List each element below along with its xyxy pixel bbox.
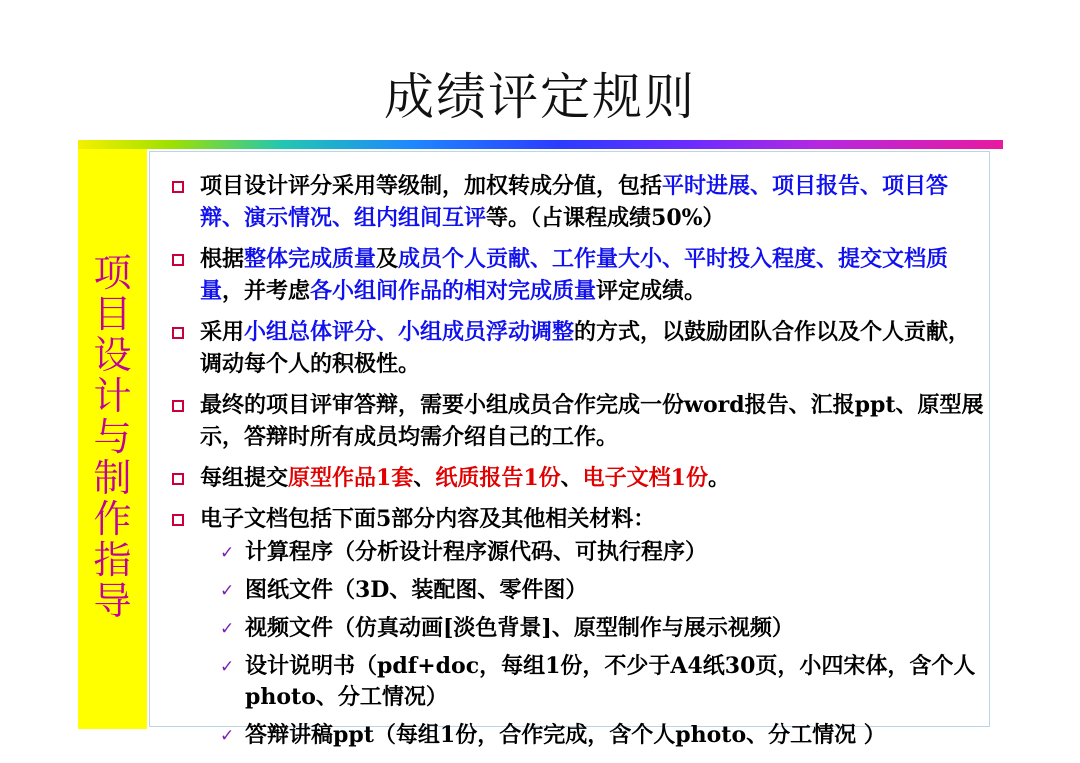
bullet-text: 根据 xyxy=(200,246,245,272)
checkmark-icon: ✓ xyxy=(220,581,235,601)
sub-item-text: 答辩讲稿ppt（每组1份，合作完成，含个人photo、分工情况 ） xyxy=(245,722,886,748)
sub-item-text: 设计说明书（pdf+doc，每组1份，不少于A4纸30页，小四宋体，含个人photo、分工情况） xyxy=(245,653,976,710)
bullet-text: ，并考虑 xyxy=(222,278,311,304)
sub-item-text: 计算程序（分析设计程序源代码、可执行程序） xyxy=(245,539,708,565)
bullet-text: 及 xyxy=(376,246,399,272)
square-bullet-icon xyxy=(172,327,184,339)
sub-item-programs xyxy=(200,537,987,568)
checkmark-icon: ✓ xyxy=(220,619,235,639)
rainbow-divider xyxy=(78,140,1003,149)
bullet-text: 每组提交 xyxy=(200,465,289,491)
bullet-emphasis-blue: 各小组间作品的相对完成质量 xyxy=(310,278,597,304)
square-bullet-icon xyxy=(172,254,184,266)
square-bullet-icon xyxy=(172,181,184,193)
bullet-text: 评定成绩。 xyxy=(596,278,707,304)
sub-item-drawings xyxy=(200,575,987,606)
sub-list xyxy=(200,537,987,751)
bullet-emphasis-blue: 平时进展、项目报告、项目答辩、演示情况、组内组间互评 xyxy=(200,173,949,231)
bullet-text: 、 xyxy=(560,465,583,491)
sidebar-band xyxy=(78,149,147,729)
sub-item-text: 图纸文件（3D、装配图、零件图） xyxy=(245,577,588,603)
bullet-text: 。 xyxy=(707,465,730,491)
bullet-final-review xyxy=(172,389,987,453)
square-bullet-icon xyxy=(172,514,184,526)
content-panel xyxy=(149,151,990,748)
bullet-evaluation-basis xyxy=(172,243,987,307)
bullet-list xyxy=(172,170,987,760)
bullet-text: 项目设计评分采用等级制，加权转成分值，包括 xyxy=(200,173,663,199)
bullet-emphasis-blue: 整体完成质量 xyxy=(244,246,377,272)
bullet-text: 的方式，以鼓励团队合作以及个人贡献，调动每个人的积极性。 xyxy=(200,319,971,377)
bullet-grading-scheme xyxy=(172,170,987,234)
bullet-text: 采用 xyxy=(200,319,245,345)
bullet-electronic-docs xyxy=(172,503,987,751)
square-bullet-icon xyxy=(172,473,184,485)
bullet-emphasis-red: 电子文档1份 xyxy=(582,465,708,491)
checkmark-icon: ✓ xyxy=(220,543,235,563)
bullet-text: 、 xyxy=(413,465,436,491)
bullet-submission xyxy=(172,462,987,494)
checkmark-icon: ✓ xyxy=(220,726,235,746)
bullet-scoring-method xyxy=(172,316,987,380)
bullet-text: 最终的项目评审答辩，需要小组成员合作完成一份word报告、汇报ppt、原型展示，答辩时所有成员均需介绍自己的工作。 xyxy=(200,392,984,450)
checkmark-icon: ✓ xyxy=(220,657,235,677)
sub-item-videos xyxy=(200,613,987,644)
bullet-emphasis-red: 纸质报告1份 xyxy=(435,465,561,491)
sub-item-defense-slides xyxy=(200,720,987,751)
sub-item-design-manual xyxy=(200,651,987,713)
sidebar-label: 项目设计与制作指导 xyxy=(93,251,132,623)
bullet-emphasis-red: 原型作品1套 xyxy=(288,465,414,491)
slide-title: 成绩评定规则 xyxy=(384,68,696,126)
bullet-text: 等。（占课程成绩50%） xyxy=(486,205,725,231)
square-bullet-icon xyxy=(172,400,184,412)
sub-item-text: 视频文件（仿真动画[淡色背景]、原型制作与展示视频） xyxy=(245,615,794,641)
bullet-emphasis-blue: 小组总体评分、小组成员浮动调整 xyxy=(244,319,575,345)
bullet-emphasis-blue: 成员个人贡献、工作量大小、平时投入程度、提交文档质量 xyxy=(200,246,949,304)
bullet-text: 电子文档包括下面5部分内容及其他相关材料： xyxy=(200,506,656,532)
